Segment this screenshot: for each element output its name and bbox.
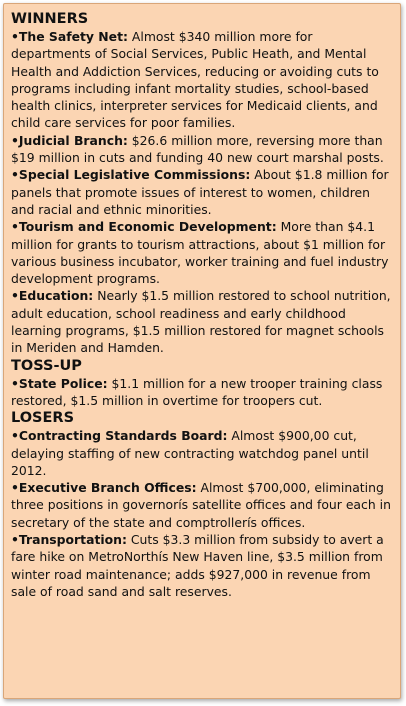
item-text: Cuts $3.3 million from subsidy to avert a fare hike on MetroNorthís New Haven line, $3.5 million from winter road maintenance; adds $927,000 in revenue from sale of road sand and salt reserves. bbox=[11, 532, 384, 599]
list-item-transportation bbox=[11, 531, 394, 600]
list-item-judicial-branch bbox=[11, 132, 394, 167]
section-heading-losers: LOSERS bbox=[11, 410, 75, 427]
list-item-safety-net bbox=[11, 28, 394, 132]
item-label: •Tourism and Economic Development: bbox=[11, 219, 277, 235]
section-heading-winners: WINNERS bbox=[11, 11, 89, 27]
item-label: •State Police: bbox=[11, 375, 108, 391]
item-text: More than $4.1 million for grants to tourism attractions, about $1 million for various business incubator, worker training and fuel industry development programs. bbox=[11, 219, 389, 287]
item-label: •Transportation: bbox=[11, 532, 127, 548]
list-item-contracting-standards-board bbox=[11, 427, 394, 479]
item-text: Nearly $1.5 million restored to school nutrition, adult education, school readiness and early childhood learning programs, $1.5 million restored for magnet schools in Meriden and Hamden. bbox=[11, 288, 391, 356]
item-label: •Special Legislative Commissions: bbox=[11, 167, 251, 183]
section-heading-toss-up: TOSS-UP bbox=[11, 357, 82, 374]
list-item-tourism-economic-development bbox=[11, 218, 394, 287]
item-text: Almost $340 million more for departments of Social Services, Public Heath, and Mental Health and Addiction Services, reducing or avoiding cuts to programs including infant mortality studies, school-based health clinics, interpreter services for Medicaid clients, and child care services for poor families. bbox=[11, 29, 379, 131]
item-text: $1.1 million for a new trooper training class restored, $1.5 million in overtime for troopers cut. bbox=[11, 375, 383, 408]
list-item-state-police bbox=[11, 375, 394, 410]
item-label: •Executive Branch Offices: bbox=[11, 480, 197, 496]
item-label: •Contracting Standards Board: bbox=[11, 428, 228, 444]
item-text: About $1.8 million for panels that promote issues of interest to women, children and racial and ethnic minorities. bbox=[11, 167, 389, 217]
list-item-special-legislative-commissions bbox=[11, 166, 394, 218]
item-text: $26.6 million more, reversing more than $19 million in cuts and funding 40 new court marshal posts. bbox=[11, 132, 384, 166]
list-item-education bbox=[11, 287, 394, 356]
list-item-executive-branch-offices bbox=[11, 479, 394, 531]
item-text: Almost $700,000, eliminating three positions in governorís satellite offices and four each in secretary of the state and comptrollerís offices. bbox=[11, 480, 391, 530]
item-label: •Education: bbox=[11, 288, 94, 304]
item-label: •The Safety Net: bbox=[11, 29, 128, 44]
item-label: •Judicial Branch: bbox=[11, 132, 128, 148]
item-text: Almost $900,00 cut, delaying staffing of new contracting watchdog panel until 2012. bbox=[11, 428, 369, 478]
budget-summary-card bbox=[3, 3, 401, 699]
